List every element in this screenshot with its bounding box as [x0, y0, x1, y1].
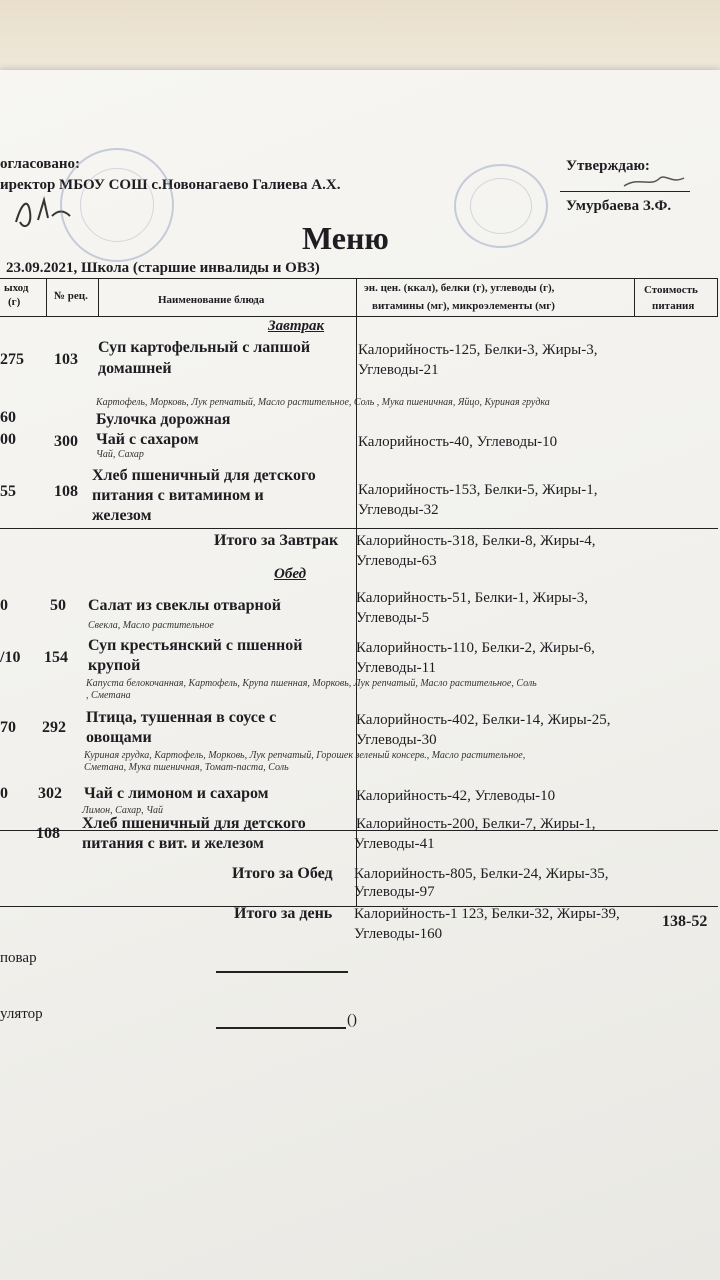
approval-stamp — [454, 164, 548, 248]
breakfast-total-border — [0, 528, 718, 529]
lunch-dish-2-line-2: крупой — [88, 657, 141, 674]
breakfast-dish-2: Булочка дорожная — [96, 411, 231, 428]
lunch-total-line-2: Углеводы-97 — [354, 884, 435, 900]
breakfast-dish-4-line-1: Хлеб пшеничный для детского — [92, 467, 316, 484]
day-total-cost: 138-52 — [662, 913, 708, 930]
breakfast-dish-1-line-2: домашней — [98, 360, 172, 377]
col-rec-header: № рец. — [54, 290, 88, 302]
breakfast-nut-4-line-2: Углеводы-32 — [358, 502, 439, 518]
calculator-signature-line — [216, 1027, 346, 1029]
breakfast-dish-4-line-3: железом — [92, 507, 152, 524]
breakfast-dish-4-line-2: питания с витамином и — [92, 487, 264, 504]
lunch-nut-2-line-2: Углеводы-11 — [356, 660, 437, 676]
approved-label: огласовано: — [0, 156, 80, 172]
breakfast-nut-3: Калорийность-40, Углеводы-10 — [358, 434, 558, 450]
col-energy-header-2: витамины (мг), микроэлементы (мг) — [372, 300, 555, 312]
breakfast-ingr-1: Картофель, Морковь, Лук репчатый, Масло растительное, Соль , Мука пшеничная, Яйцо, Куриная грудка — [96, 397, 550, 408]
lunch-nut-5-line-2: Углеводы-41 — [354, 836, 435, 852]
col-out-header-1: ыход — [4, 282, 29, 294]
cook-signature-line — [216, 971, 348, 973]
breakfast-ingr-3: Чай, Сахар — [96, 449, 144, 460]
breakfast-out-1: 275 — [0, 351, 24, 368]
breakfast-nut-4-line-1: Калорийность-153, Белки-5, Жиры-1, — [358, 482, 598, 498]
col-name-header: Наименование блюда — [158, 294, 265, 306]
calculator-suffix: () — [347, 1012, 357, 1028]
lunch-nut-1-line-1: Калорийность-51, Белки-1, Жиры-3, — [356, 590, 588, 606]
lunch-ingr-3-line-1: Куриная грудка, Картофель, Морковь, Лук репчатый, Горошек зеленый консерв., Масло растительное, — [84, 750, 526, 761]
lunch-section-title: Обед — [274, 566, 307, 582]
document-page — [0, 70, 720, 1280]
lunch-ingr-2-line-1: Капуста белокочанная, Картофель, Крупа пшенная, Морковь, Лук репчатый, Масло растительное, Соль — [86, 678, 537, 689]
lunch-rec-2: 154 — [44, 649, 68, 666]
confirm-signature — [620, 170, 690, 192]
breakfast-out-3: 00 — [0, 431, 16, 448]
lunch-out-1: 0 — [0, 597, 8, 614]
lunch-dish-5-line-2: питания с вит. и железом — [82, 835, 264, 852]
lunch-nut-3-line-2: Углеводы-30 — [356, 732, 437, 748]
background-top — [0, 0, 720, 80]
breakfast-rec-4: 108 — [54, 483, 78, 500]
lunch-dish-2-line-1: Суп крестьянский с пшенной — [88, 637, 303, 654]
col-energy-header-1: эн. цен. (ккал), белки (г), углеводы (г), — [364, 282, 555, 294]
lunch-dish-5-line-1: Хлеб пшеничный для детского — [82, 815, 306, 832]
director-line: иректор МБОУ СОШ с.Новонагаево Галиева А.Х. — [0, 177, 341, 193]
lunch-out-2: /10 — [0, 649, 21, 666]
lunch-total-label: Итого за Обед — [232, 865, 333, 882]
col-cost-header-1: Стоимость — [644, 284, 698, 296]
day-total-line-2: Углеводы-160 — [354, 926, 443, 942]
breakfast-out-2: 60 — [0, 409, 16, 426]
lunch-dish-4: Чай с лимоном и сахаром — [84, 785, 269, 802]
breakfast-out-4: 55 — [0, 483, 16, 500]
lunch-nut-4: Калорийность-42, Углеводы-10 — [356, 788, 556, 804]
table-top-border — [0, 278, 718, 279]
breakfast-dish-3: Чай с сахаром — [96, 431, 199, 448]
lunch-out-3: 70 — [0, 719, 16, 736]
lunch-rec-3: 292 — [42, 719, 66, 736]
lunch-ingr-4: Лимон, Сахар, Чай — [82, 805, 164, 816]
page-title: Меню — [302, 220, 389, 256]
lunch-rec-5: 108 — [36, 825, 60, 842]
col-border-5 — [717, 278, 718, 316]
lunch-ingr-3-line-2: Сметана, Мука пшеничная, Томат-паста, Соль — [84, 762, 289, 773]
col-border-4 — [634, 278, 635, 316]
confirm-name: Умурбаева З.Ф. — [566, 198, 672, 214]
breakfast-rec-1: 103 — [54, 351, 78, 368]
lunch-nut-3-line-1: Калорийность-402, Белки-14, Жиры-25, — [356, 712, 611, 728]
lunch-rec-1: 50 — [50, 597, 66, 614]
breakfast-nut-1-line-2: Углеводы-21 — [358, 362, 439, 378]
breakfast-nut-1-line-1: Калорийность-125, Белки-3, Жиры-3, — [358, 342, 598, 358]
day-total-label: Итого за день — [234, 905, 333, 922]
calculator-label: улятор — [0, 1006, 43, 1022]
day-total-line-1: Калорийность-1 123, Белки-32, Жиры-39, — [354, 906, 620, 922]
lunch-rec-4: 302 — [38, 785, 62, 802]
lunch-nut-1-line-2: Углеводы-5 — [356, 610, 430, 626]
lunch-ingr-1: Свекла, Масло растительное — [88, 620, 214, 631]
col-cost-header-2: питания — [652, 300, 695, 312]
col-out-header-2: (г) — [8, 296, 21, 308]
lunch-dish-1: Салат из свеклы отварной — [88, 597, 281, 614]
table-header-border — [0, 316, 718, 317]
lunch-dish-3-line-2: овощами — [86, 729, 152, 746]
breakfast-rec-3: 300 — [54, 433, 78, 450]
lunch-ingr-2-line-2: , Сметана — [86, 690, 131, 701]
cook-label: повар — [0, 950, 37, 966]
lunch-dish-3-line-1: Птица, тушенная в соусе с — [86, 709, 277, 726]
breakfast-dish-1-line-1: Суп картофельный с лапшой — [98, 339, 311, 356]
breakfast-total-line-1: Калорийность-318, Белки-8, Жиры-4, — [356, 533, 596, 549]
date-line: 23.09.2021, Школа (старшие инвалиды и ОВЗ) — [6, 260, 320, 276]
col-border-1 — [46, 278, 47, 316]
lunch-total-line-1: Калорийность-805, Белки-24, Жиры-35, — [354, 866, 609, 882]
breakfast-section-title: Завтрак — [268, 318, 325, 334]
confirm-label: Утверждаю: — [566, 158, 650, 174]
col-border-2 — [98, 278, 99, 316]
lunch-out-4: 0 — [0, 785, 8, 802]
lunch-nut-2-line-1: Калорийность-110, Белки-2, Жиры-6, — [356, 640, 595, 656]
breakfast-total-label: Итого за Завтрак — [214, 532, 339, 549]
school-stamp — [60, 148, 174, 262]
lunch-nut-5-line-1: Калорийность-200, Белки-7, Жиры-1, — [356, 816, 596, 832]
breakfast-total-line-2: Углеводы-63 — [356, 553, 437, 569]
